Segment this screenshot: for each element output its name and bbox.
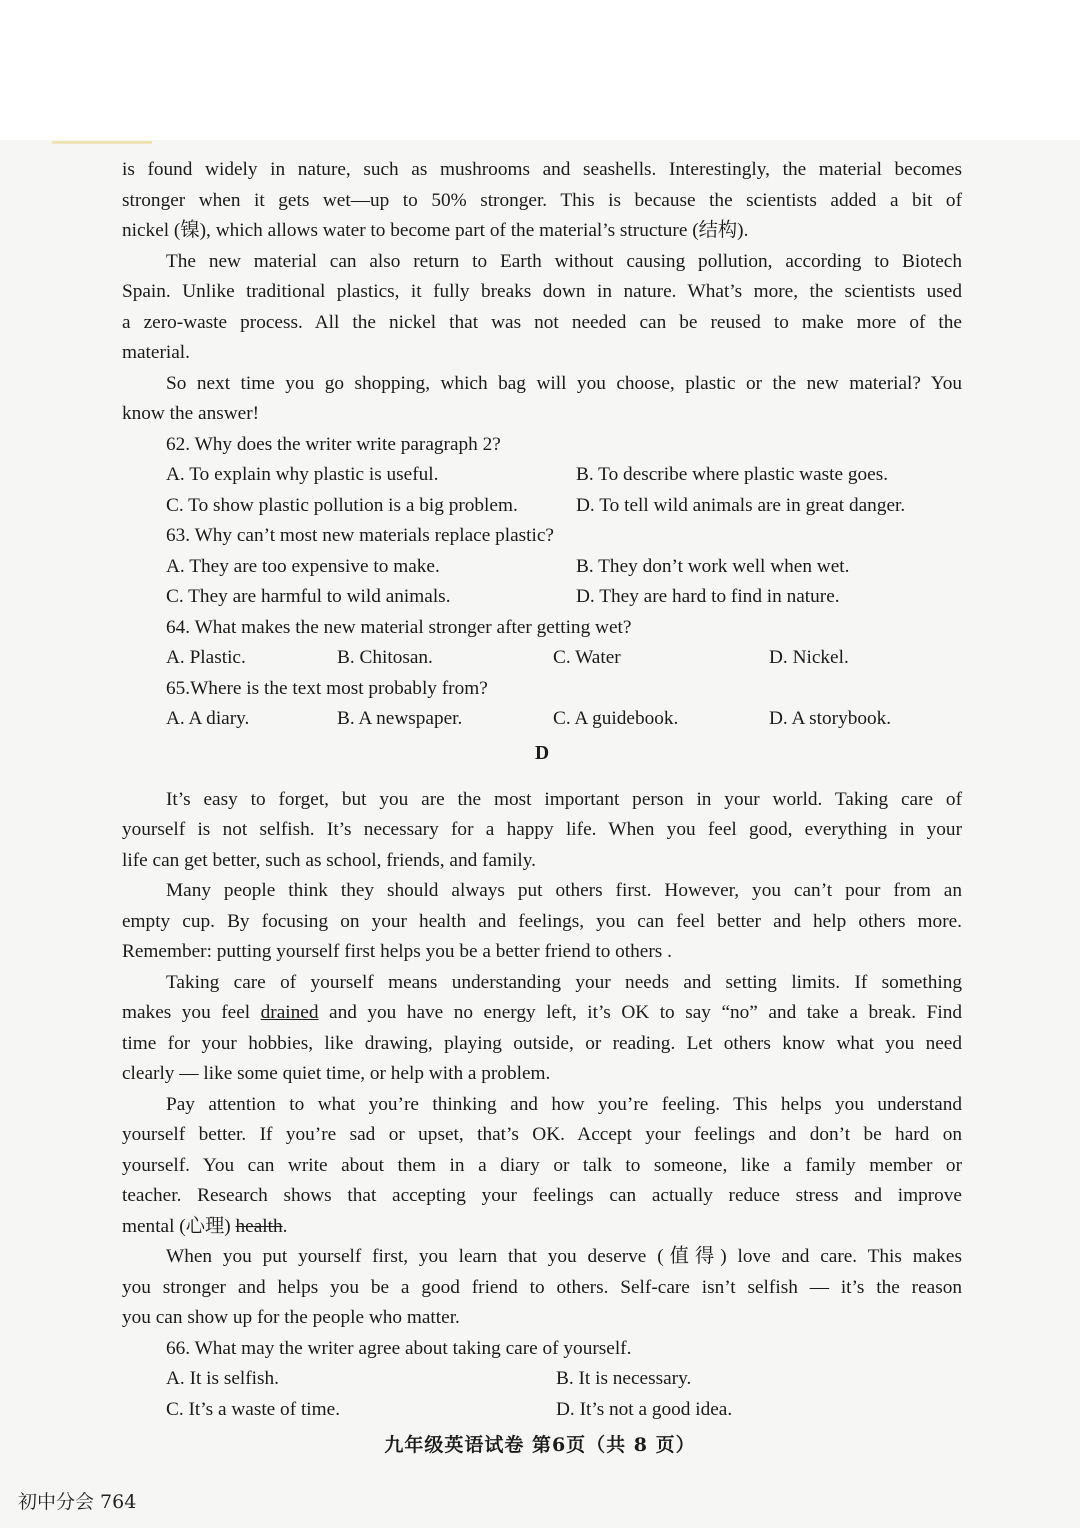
text-segment: mental (心理) <box>122 1215 236 1237</box>
text-line: teacher. Research shows that accepting your feelings can actually reduce stress and improve <box>122 1185 962 1206</box>
question-66 <box>122 1334 962 1426</box>
text-line: Spain. Unlike traditional plastics, it fully breaks down in nature. What’s more, the scientists used <box>122 281 962 302</box>
option-row <box>122 643 962 674</box>
text-line: yourself. You can write about them in a diary or talk to someone, like a family member or <box>122 1154 962 1176</box>
option-d: D. It’s not a good idea. <box>556 1398 733 1420</box>
option-b: B. They don’t work well when wet. <box>576 555 850 577</box>
scan-edge-mark <box>52 141 152 144</box>
option-a: A. A diary. <box>166 708 250 729</box>
text-line: It’s easy to forget, but you are the most important person in your world. Taking care of <box>166 788 962 810</box>
text-segment: . <box>282 1215 288 1237</box>
passage-d-paragraph-2 <box>122 876 962 968</box>
text-line: Taking care of yourself means understanding your needs and setting limits. If something <box>166 971 962 993</box>
passage-c-paragraph-3 <box>122 369 962 430</box>
option-d: D. A storybook. <box>769 708 892 729</box>
text-line: you can show up for the people who matter. <box>122 1307 460 1328</box>
passage-d-paragraph-1 <box>122 785 962 877</box>
text-line: Pay attention to what you’re thinking and how you’re feeling. This helps you understand <box>166 1093 962 1115</box>
page-footer: 九年级英语试卷 第6页（共 8 页） <box>384 1434 696 1456</box>
option-a: A. They are too expensive to make. <box>166 555 440 577</box>
question-stem: 62. Why does the writer write paragraph 2? <box>166 433 501 455</box>
question-stem: 63. Why can’t most new materials replace plastic? <box>166 525 554 546</box>
passage-c-paragraph-1 <box>122 155 962 247</box>
question-stem: 65.Where is the text most probably from? <box>166 677 488 699</box>
option-row <box>122 1364 962 1395</box>
text-line: material. <box>122 342 190 363</box>
question-62 <box>122 430 962 522</box>
question-stem: 64. What makes the new material stronger after getting wet? <box>166 616 632 638</box>
option-d: D. They are hard to find in nature. <box>576 586 840 607</box>
text-line: Many people think they should always put others first. However, you can’t pour from an <box>166 880 962 901</box>
text-line: stronger when it gets wet—up to 50% stronger. This is because the scientists added a bit of <box>122 189 962 211</box>
option-a: A. Plastic. <box>166 647 246 668</box>
text-line: know the answer! <box>122 403 260 424</box>
text-segment: and you have no energy left, it’s OK to say “no” and take a break. Find <box>318 1002 962 1023</box>
text-line: When you put yourself first, you learn that you deserve (值得) love and care. This makes <box>166 1246 962 1267</box>
text-line: a zero-waste process. All the nickel that was not needed can be reused to make more of the <box>122 311 962 333</box>
option-c: C. A guidebook. <box>553 708 679 729</box>
option-row <box>122 704 962 735</box>
option-row <box>122 552 962 583</box>
option-row <box>122 491 962 522</box>
passage-d-paragraph-4 <box>122 1090 962 1243</box>
option-row <box>122 582 962 613</box>
underlined-word-drained: drained <box>260 1002 319 1023</box>
spacer <box>122 775 962 785</box>
option-c: C. They are harmful to wild animals. <box>166 586 451 607</box>
passage-d-paragraph-3 <box>122 968 962 1090</box>
text-line: The new material can also return to Earth without causing pollution, according to Biotech <box>166 250 962 272</box>
option-a: A. It is selfish. <box>166 1368 280 1389</box>
passage-d-paragraph-5 <box>122 1242 962 1334</box>
question-63 <box>122 521 962 613</box>
section-d-heading: D <box>534 742 550 764</box>
text-line: clearly — like some quiet time, or help with a problem. <box>122 1063 551 1084</box>
option-c: C. To show plastic pollution is a big problem. <box>166 494 518 516</box>
text-line: So next time you go shopping, which bag will you choose, plastic or the new material? You <box>166 372 962 394</box>
option-row <box>122 460 962 491</box>
text-line: time for your hobbies, like drawing, playing outside, or reading. Let others know what you need <box>122 1032 962 1054</box>
option-d: D. Nickel. <box>769 647 849 668</box>
text-line: nickel (镍), which allows water to become part of the material’s structure (结构). <box>122 220 749 241</box>
option-b: B. It is necessary. <box>556 1368 692 1389</box>
question-64 <box>122 613 962 674</box>
text-line: yourself is not selfish. It’s necessary for a happy life. When you feel good, everything in your <box>122 819 962 840</box>
option-c: C. Water <box>553 647 621 668</box>
text-line: Remember: putting yourself first helps you be a better friend to others . <box>122 941 672 962</box>
option-b: B. Chitosan. <box>337 647 433 668</box>
text-line: empty cup. By focusing on your health and feelings, you can feel better and help others more. <box>122 910 962 932</box>
passage-c-paragraph-2 <box>122 247 962 369</box>
option-c: C. It’s a waste of time. <box>166 1398 341 1420</box>
corner-label: 初中分会 764 <box>18 1491 137 1513</box>
text-line: is found widely in nature, such as mushrooms and seashells. Interestingly, the material becomes <box>122 159 962 180</box>
text-line: yourself better. If you’re sad or upset, that’s OK. Accept your feelings and don’t be hard on <box>122 1124 962 1145</box>
option-b: B. To describe where plastic waste goes. <box>576 464 889 485</box>
text-line <box>122 998 962 1029</box>
text-line <box>122 1212 962 1243</box>
question-65 <box>122 674 962 735</box>
option-row <box>122 1395 962 1426</box>
text-line: life can get better, such as school, friends, and family. <box>122 849 536 871</box>
struck-word-health: health <box>235 1215 283 1237</box>
text-segment: makes you feel <box>122 1002 261 1023</box>
question-stem: 66. What may the writer agree about taking care of yourself. <box>166 1337 632 1359</box>
exam-page-content <box>122 155 962 1425</box>
option-d: D. To tell wild animals are in great danger. <box>576 494 906 516</box>
option-b: B. A newspaper. <box>337 708 463 729</box>
option-a: A. To explain why plastic is useful. <box>166 464 439 485</box>
text-line: you stronger and helps you be a good friend to others. Self-care isn’t selfish — it’s the reason <box>122 1276 962 1298</box>
